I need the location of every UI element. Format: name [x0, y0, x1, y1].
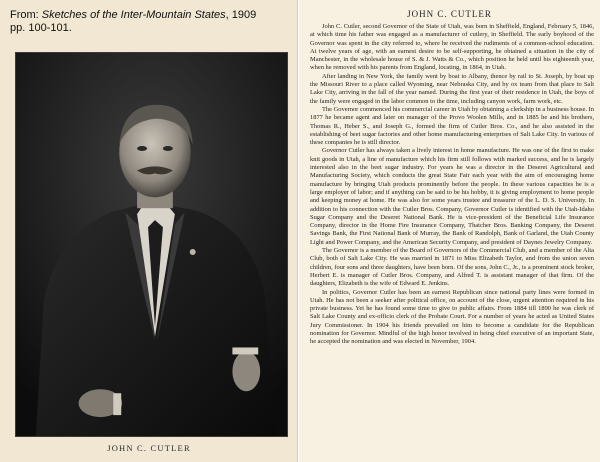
article-paragraph: In politics, Governor Cutler has been an earnest Republican since national party lines were formed in Utah. He has not been a seeker after political office, on account of the close, urgent attention required in his private business. Yet he has found some time to give to public affairs. From 1884 till 1890 he was clerk of Salt Lake County and ex-officio clerk of the Probate Court. For a number of years he acted as United States Jury Commissioner. In 1904 his friends prevailed on him to become a candidate for the Republican nomination for Governor. Mindful of the high honor involved in being chief executive of an important State, he accepted the nomination and was elected in November, 1904.	[310, 288, 594, 346]
source-year: , 1909	[225, 9, 257, 21]
article-paragraph: The Governor commenced his commercial career in Utah by obtaining a clerkship in a business house. In 1877 he became agent and later on manager of the Provo Woolen Mills, and in 1885 he and his brothers, Thomas R., Heber S., and Joseph G., formed the firm of Cutler Bros. Co., and he also assisted in the establishing of beet sugar factories and other home manufacturing enterprises of Salt Lake City. In various of these companies he is still director.	[310, 105, 594, 147]
source-prefix: From:	[10, 9, 42, 21]
article-paragraph: The Governor is a member of the Board of Governors of the Commercial Club, and a member of the Alta Club, both of Salt Lake City. He was married in 1871 to Miss Elizabeth Taylor, and from the union seven children, four sons and three daughters, have been born. Of the sons, John C., Jr., is a prominent stock broker, Herbert E. is manager of Cutler Bros. Company, and Alfred T. is assistant manager of that firm. Of the daughters, Elizabeth is the wife of Edward E. Jenkins.	[310, 247, 594, 288]
portrait-photo	[15, 52, 288, 437]
photo-caption: JOHN C. CUTLER	[107, 443, 191, 453]
right-page	[299, 0, 600, 462]
article-paragraph: John C. Cutler, second Governor of the State of Utah, was born in Sheffield, England, February 5, 1846, at which time his father was engaged as a manufacturer of cutlery, in Sheffield. The early boyhood of the Governor was spent in the city referred to, where he received the rudiments of a common-school education. At twelve years of age, with an earnest desire to be self-supporting, he obtained a situation in the city of Manchester, in the wholesale house of S. & J. Watts & Co., which position he held until his eighteenth year, when he removed with his parents from England, locating, in 1864, in Utah.	[310, 23, 594, 72]
portrait-illustration	[16, 53, 287, 436]
article-body	[310, 23, 594, 460]
left-page	[0, 0, 298, 462]
source-pages: pp. 100-101.	[10, 22, 72, 34]
source-title: Sketches of the Inter-Mountain States	[41, 9, 226, 21]
article-heading: JOHN C. CUTLER	[407, 9, 492, 19]
source-citation	[10, 9, 290, 35]
article-paragraph: After landing in New York, the family went by boat to Albany, thence by rail to St. Joseph, by boat up the Missouri River to a place called Wyoming, near Nebraska City, and by ox team from that place to Salt Lake City, arriving in the fall of the year named. During the first year of their residence in Utah, the boys of the family were engaged in the labor common to the time, including canyon work, farm work, etc.	[310, 72, 594, 105]
article-paragraph: Governor Cutler has always taken a lively interest in home manufacture. He was one of the first to make knit goods in Utah, a line of manufacture which his firm still follows with marked success, and he is largely interested also in the beet sugar industry. For years he was a director in the Deseret Agricultural and Manufacturing Society, which conducts the great State Fair each year with the aim of encouraging home manufacture by bringing Utah products prominently before the people. In these various capacities he is a large employer of labor; and if anything can be said to be his hobby, it is giving employment to home people and keeping money at home. He was also for some years trustee and treasurer of the L. D. S. University. In addition to his connection with the Cutler Bros. Company, Governor Cutler is identified with the Utah-Idaho Sugar Company and the Deseret National Bank. He is vice-president of the Beneficial Life Insurance Company, director in the Home Fire Insurance Company, Thatcher Bros. Banking Company, the Deseret Savings Bank, the First National Bank of Murray, the Bank of Randolph, Bank of Garland, the Utah County Light and Power Company, and the American Security Company, and president of Daynes Jewelry Company.	[310, 147, 594, 246]
